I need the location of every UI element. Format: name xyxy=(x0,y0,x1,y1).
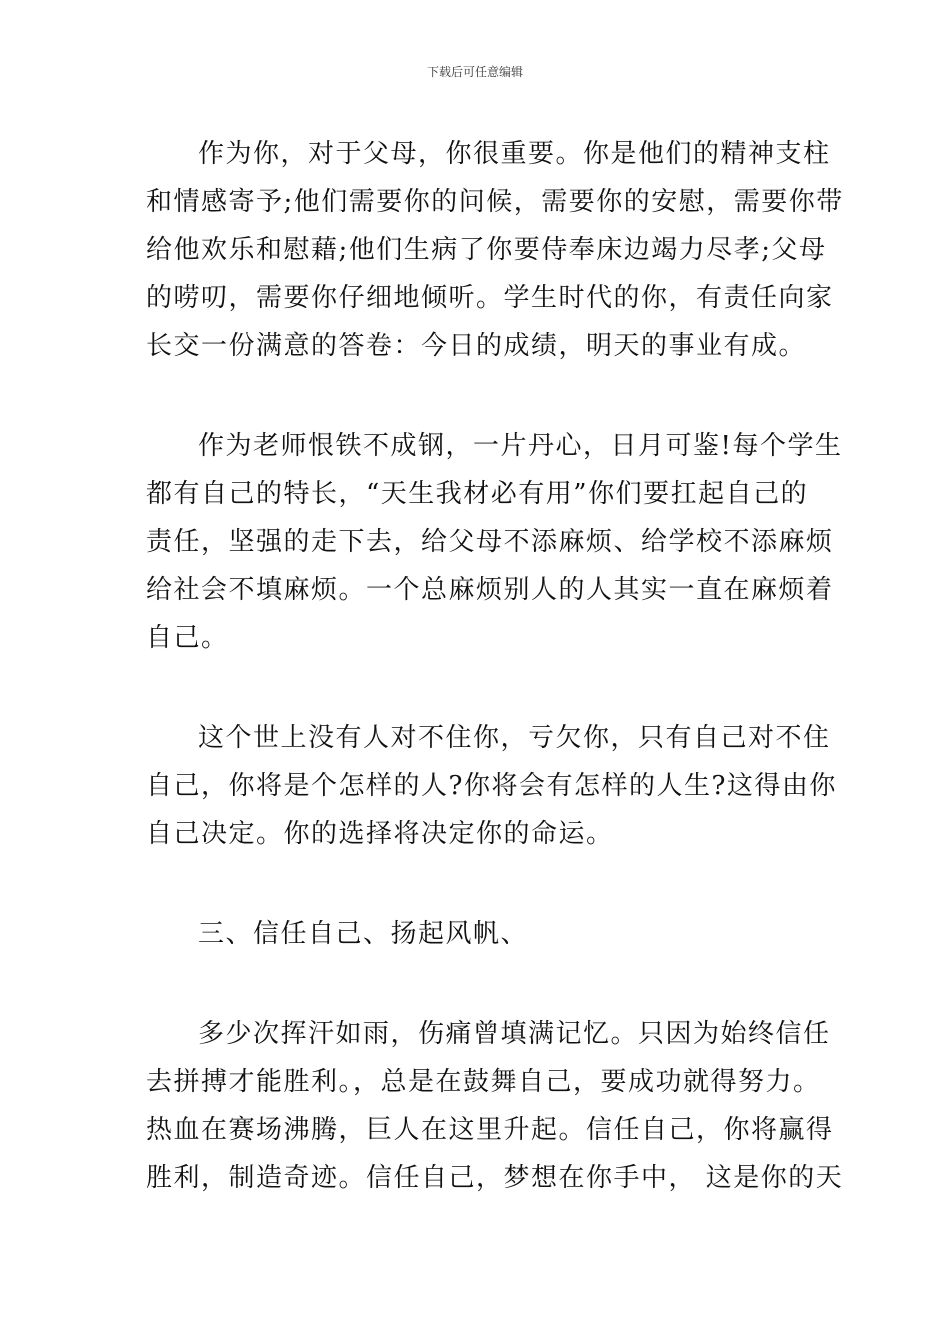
paragraph-line: 和情感寄予;他们需要你的问候，需要你的安慰，需要你带 xyxy=(146,187,844,217)
paragraph-line: 去拼搏才能胜利。，总是在鼓舞自己，要成功就得努力。 xyxy=(146,1067,821,1097)
paragraph-line: 的唠叨，需要你仔细地倾听。学生时代的你，有责任向家 xyxy=(146,283,834,313)
paragraph-line: 给他欢乐和慰藉;他们生病了你要侍奉床边竭力尽孝;父母 xyxy=(146,235,827,265)
paragraph-line: 给社会不填麻烦。一个总麻烦别人的人其实一直在麻烦着 xyxy=(146,575,834,605)
paragraph-line: 责任，坚强的走下去，给父母不添麻烦、给学校不添麻烦 xyxy=(146,527,834,557)
paragraph-line: 自己。 xyxy=(146,623,229,653)
document-body xyxy=(146,130,844,1202)
paragraph-line: 这个世上没有人对不住你，亏欠你，只有自己对不住 xyxy=(198,723,831,753)
paragraph-line: 作为你，对于父母，你很重要。你是他们的精神支柱 xyxy=(198,139,831,169)
paragraph-line: 多少次挥汗如雨，伤痛曾填满记忆。只因为始终信任 xyxy=(198,1019,831,1049)
section-heading-text: 三、信任自己、扬起风帆、 xyxy=(198,919,529,949)
paragraph-choice xyxy=(146,714,837,858)
paragraph-line: 自己决定。你的选择将决定你的命运。 xyxy=(146,819,614,849)
paragraph-line: 胜利，制造奇迹。信任自己，梦想在你手中， 这是你的天 xyxy=(146,1163,844,1193)
paragraph-parents xyxy=(146,130,844,370)
page-header-note: 下载后可任意编辑 xyxy=(426,65,523,79)
paragraph-line: 自己，你将是个怎样的人?你将会有怎样的人生?这得由你 xyxy=(146,771,837,801)
paragraph-teacher xyxy=(146,422,843,662)
paragraph-line: 长交一份满意的答卷：今日的成绩，明天的事业有成。 xyxy=(146,331,807,361)
paragraph-line: 都有自己的特长，“天生我材必有用”你们要扛起自己的 xyxy=(146,479,809,509)
paragraph-trust xyxy=(146,1010,844,1202)
section-heading xyxy=(146,910,806,958)
paragraph-line: 热血在赛场沸腾，巨人在这里升起。信任自己，你将赢得 xyxy=(146,1115,834,1145)
paragraph-line: 作为老师恨铁不成钢，一片丹心，日月可鉴!每个学生 xyxy=(198,431,843,461)
